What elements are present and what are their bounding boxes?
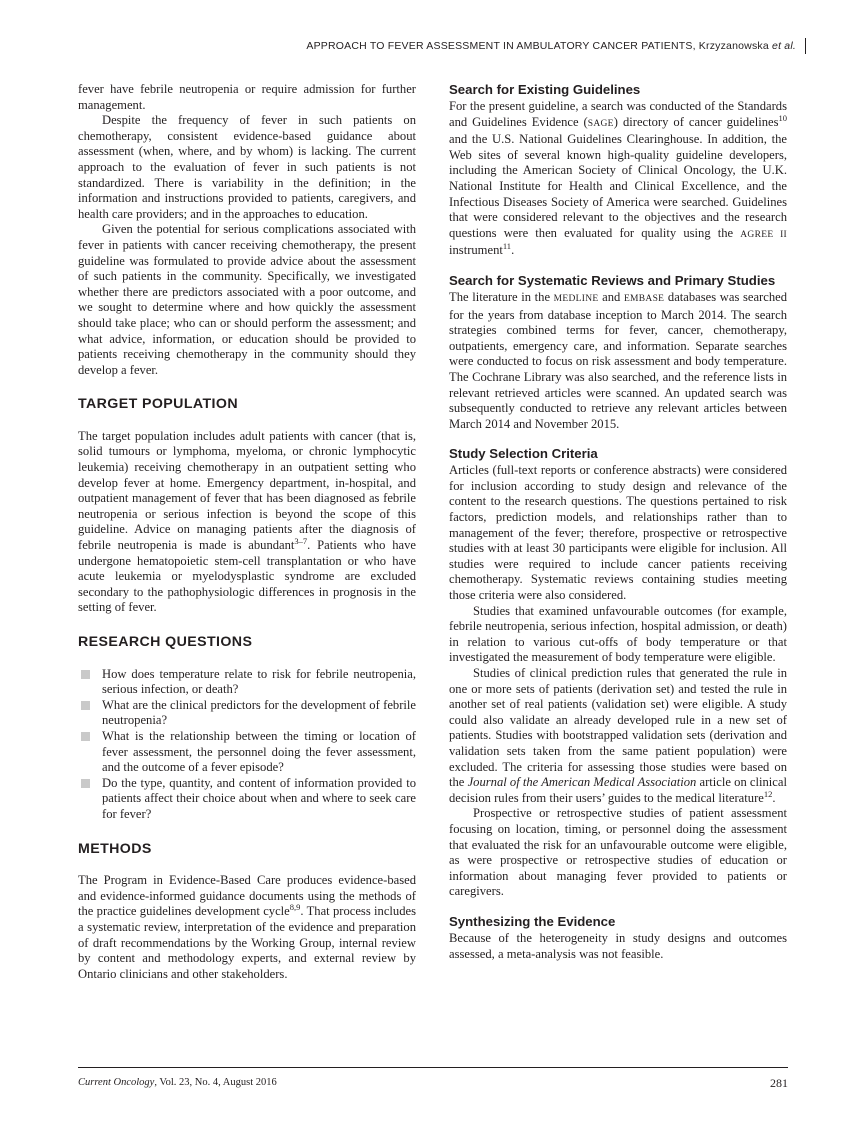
- selection-text-c: .: [772, 790, 776, 805]
- study-selection-paragraph-4: Prospective or retrospective studies of patient assessment focusing on location, timing, or personnel doing the assessment that evaluated the risk for an unfavourable outcome were eligible, as were prospective or retrospective studies of education or information about managing fever provided to patients or caregivers.: [449, 806, 787, 899]
- list-item: Do the type, quantity, and content of information provided to patients affect their choice about when and where to seek care for fever?: [78, 776, 416, 823]
- target-text-b: . Patients who have undergone hematopoietic stem-cell transplantation or who have acute leukemia or myelodysplastic syndrome are excluded secondary to the pathophysiologic differences in prognosis in the setting of fever.: [78, 538, 416, 615]
- guidelines-text-1: For the present guideline, a search was conducted of the Standards and Guidelines Evidence (: [449, 99, 787, 129]
- medline-acronym: MEDLINE: [553, 293, 599, 304]
- synthesizing-heading: Synthesizing the Evidence: [449, 913, 616, 929]
- existing-guidelines-paragraph: [449, 99, 787, 259]
- intro-paragraph-2: Despite the frequency of fever in such patients on chemotherapy, consistent evidence-based guidance about assessment (when, where, and by whom) is lacking. The current approach to the evaluation of fever in such patients is not standardized. There is variability in the definition; in the information and instructions provided to patients, caregivers, and health care providers; and in the approaches to education.: [78, 113, 416, 221]
- citation-details: , Vol. 23, No. 4, August 2016: [154, 1077, 277, 1088]
- study-selection-paragraph-3: [449, 666, 787, 806]
- guidelines-text-5: .: [511, 243, 515, 258]
- list-item: How does temperature relate to risk for febrile neutropenia, serious infection, or death?: [78, 667, 416, 698]
- guidelines-text-2: ) directory of cancer guidelines: [613, 114, 779, 129]
- footer-rule: [78, 1067, 788, 1068]
- study-selection-paragraph-1: Articles (full-text reports or conference abstracts) were considered for inclusion according to study design and relevance of the content to the research questions. The questions pertained to risk factors, prediction models, and relationships rather than to management of the fever; therefore, prospective or retrospective studies with at least 30 participants were eligible for inclusion. All studies were required to include cancer patients receiving chemotherapy. Systematic reviews containing studies meeting those criteria were also considered.: [449, 463, 787, 603]
- sage-acronym: SAGE: [587, 118, 614, 129]
- right-column: [449, 82, 787, 962]
- left-column: [78, 82, 416, 982]
- methods-paragraph: [78, 873, 416, 982]
- methods-reference: 8,9: [289, 902, 301, 913]
- guidelines-reference-2: 11: [502, 241, 512, 252]
- methods-text-b: . That process includes a systematic review, interpretation of the evidence and preparation of draft recommendations by the Working Group, internal review by content and methodology experts, and external review by Ontario clinicians and other stakeholders.: [78, 904, 416, 981]
- selection-text-a: Studies of clinical prediction rules that generated the rule in one or more sets of patients (derivation set) and tested the rule in another set of real patients (validation set) were eligible. A study could also validate an already developed rule in a new set of patients. Studies with bootstrapped validation sets (derivation and validation sets taken from the same patient population) were excluded. The criteria for assessing those studies were based on the: [449, 666, 787, 790]
- systematic-reviews-heading: Search for Systematic Reviews and Primary Studies: [449, 272, 776, 288]
- running-title-et-al: et al.: [772, 40, 796, 52]
- research-questions-heading: RESEARCH QUESTIONS: [78, 634, 253, 650]
- header-rule: [805, 38, 806, 54]
- agree-acronym: AGREE II: [740, 229, 787, 240]
- target-text-a: The target population includes adult patients with cancer (that is, solid tumours or lymphoma, myeloma, or chronic lymphocytic leukemia) receiving chemotherapy in an outpatient setting who develop fever at home. Emergency department, in-hospital, and outpatient management of fever that has been diagnosed as febrile neutropenia or serious infection is beyond the scope of this guideline. Advice on managing patients after the diagnosis of febrile neutropenia is made is abundant: [78, 428, 416, 553]
- systematic-text-1: The literature in the: [449, 289, 554, 304]
- intro-paragraph-3: Given the potential for serious complications associated with fever in patients with cancer receiving chemotherapy, the present guideline was formulated to provide advice about the assessment of such patients in the community. Specifically, we investigated whether there are predictors associated with a poor outcome, and we sought to determine where and how quickly the assessment should take place; who can or should perform the assessment; and what advice, information, or education should be provided to patients receiving chemotherapy in the community should they develop a fever.: [78, 222, 416, 377]
- methods-text-a: The Program in Evidence-Based Care produces evidence-based and evidence-informed guidance documents using the methods of the practice guidelines development cycle: [78, 873, 416, 919]
- list-item: What is the relationship between the timing or location of fever assessment, the personnel doing the fever assessment, and the outcome of a fever episode?: [78, 729, 416, 776]
- running-head: [306, 40, 796, 52]
- footer-citation: [78, 1077, 277, 1088]
- guidelines-reference-1: 10: [778, 112, 787, 123]
- list-item: What are the clinical predictors for the development of febrile neutropenia?: [78, 698, 416, 729]
- existing-guidelines-heading: Search for Existing Guidelines: [449, 82, 641, 97]
- systematic-text-2: and: [598, 289, 624, 304]
- page-number: 281: [770, 1076, 788, 1090]
- study-selection-paragraph-2: Studies that examined unfavourable outcomes (for example, febrile neutropenia, serious infection, hospital admission, or death) in relation to various cut-offs of body temperature or that investigated the measurement of body temperature were eligible.: [449, 603, 787, 665]
- intro-paragraph-1: fever have febrile neutropenia or require admission for further management.: [78, 82, 416, 112]
- journal-title: Journal of the American Medical Association: [467, 775, 697, 790]
- journal-name: Current Oncology: [78, 1077, 155, 1088]
- synthesizing-paragraph: Because of the heterogeneity in study designs and outcomes assessed, a meta-analysis was not feasible.: [449, 930, 787, 961]
- target-reference: 3–7: [294, 536, 308, 547]
- running-title: APPROACH TO FEVER ASSESSMENT IN AMBULATORY CANCER PATIENTS, Krzyzanowska: [306, 40, 769, 52]
- systematic-reviews-paragraph: [449, 290, 787, 432]
- embase-acronym: EMBASE: [623, 293, 665, 304]
- methods-heading: METHODS: [78, 840, 152, 857]
- study-selection-heading: Study Selection Criteria: [449, 446, 598, 462]
- guidelines-text-3: and the U.S. National Guidelines Clearinghouse. In addition, the Web sites of several known high-quality guideline developers, including the American Society of Clinical Oncology, the U.K. National Institute for Health and Clinical Excellence, and the Infectious Diseases Society of America were searched. Guidelines that were considered relevant to the objectives and the research questions were then evaluated for quality using the: [449, 132, 787, 240]
- selection-text-b: article on clinical decision rules from their users’ guides to the medical literature: [449, 775, 787, 805]
- systematic-text-3: databases was searched for the years from database inception to March 2014. The search strategies combined terms for fever, cancer, chemotherapy, outpatients, emergency care, and information. Separate searches were conducted to focus on risk assessment and body temperature. The Cochrane Library was also searched, and the reference lists in relevant retrieved articles were scanned. An updated search was subsequently conducted to retrieve any relevant articles between March 2014 and November 2015.: [449, 289, 788, 431]
- selection-reference: 12: [763, 788, 773, 799]
- research-questions-list: [78, 667, 416, 823]
- target-population-paragraph: [78, 429, 416, 616]
- guidelines-text-4: instrument: [449, 243, 503, 258]
- target-population-heading: TARGET POPULATION: [78, 396, 238, 413]
